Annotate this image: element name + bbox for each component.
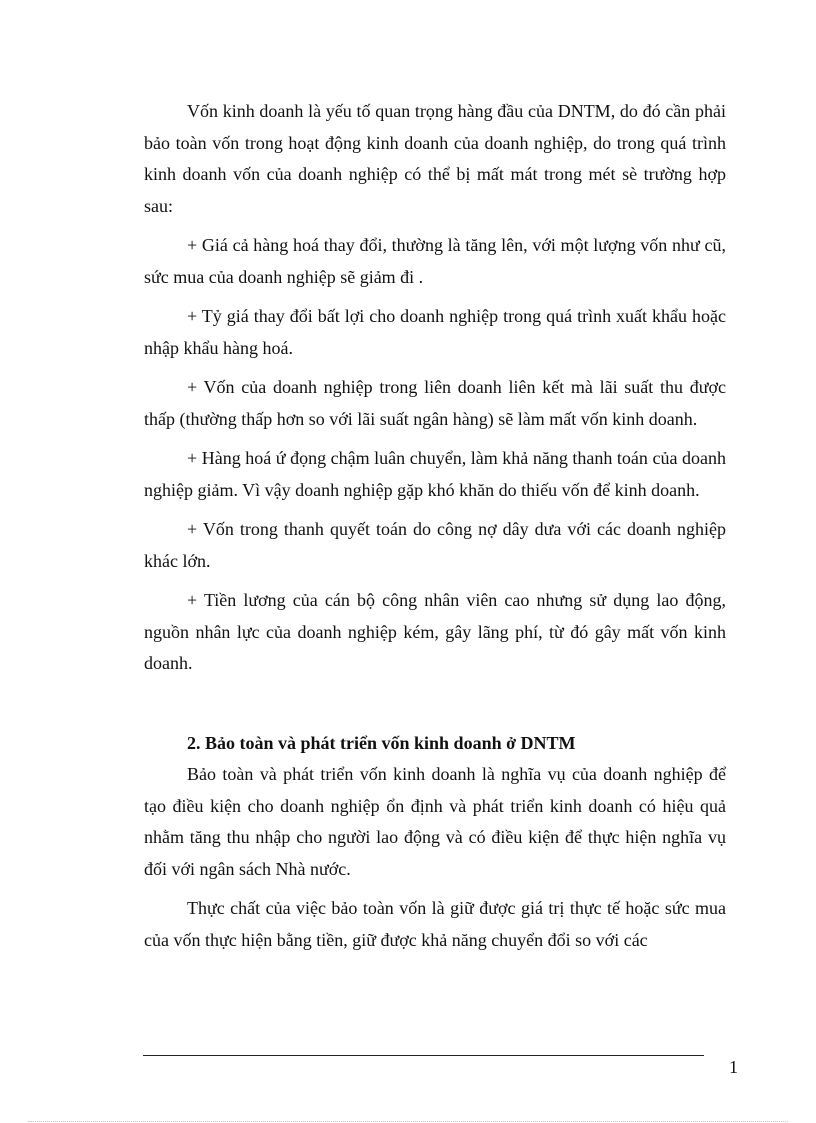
paragraph-item-debt-settlement: + Vốn trong thanh quyết toán do công nợ dây dưa với các doanh nghiệp khác lớn.	[144, 519, 726, 571]
page-number: 1	[729, 1057, 738, 1077]
section-heading: 2. Bảo toàn và phát triển vốn kinh doanh ở DNTM	[187, 732, 576, 753]
page-bottom-dotted-border	[28, 1121, 788, 1122]
paragraph-intro: Vốn kinh doanh là yếu tố quan trọng hàng đầu của DNTM, do đó cần phải bảo toàn vốn trong hoạt động kinh doanh của doanh nghiệp, do trong quá trình kinh doanh vốn của doanh nghiệp có thể bị mất mát trong mét sè trường hợp sau:	[144, 101, 726, 216]
paragraph-preservation-duty: Bảo toàn và phát triển vốn kinh doanh là nghĩa vụ của doanh nghiệp để tạo điều kiện cho doanh nghiệp ổn định và phát triển kinh doanh có hiệu quả nhằm tăng thu nhập cho người lao động và có điều kiện để thực hiện nghĩa vụ đối với ngân sách Nhà nước.	[144, 764, 726, 879]
paragraph-item-joint-venture: + Vốn của doanh nghiệp trong liên doanh liên kết mà lãi suất thu được thấp (thường thấp hơn so với lãi suất ngân hàng) sẽ làm mất vốn kinh doanh.	[144, 377, 726, 429]
document-body	[144, 96, 726, 964]
paragraph-item-stagnant-goods: + Hàng hoá ứ đọng chậm luân chuyển, làm khả năng thanh toán của doanh nghiệp giảm. Vì vậy doanh nghiệp gặp khó khăn do thiếu vốn để kinh doanh.	[144, 448, 726, 500]
paragraph-item-exchange-rate: + Tỷ giá thay đổi bất lợi cho doanh nghiệp trong quá trình xuất khẩu hoặc nhập khẩu hàng hoá.	[144, 306, 726, 358]
paragraph-item-price-change: + Giá cả hàng hoá thay đổi, thường là tăng lên, với một lượng vốn như cũ, sức mua của doanh nghiệp sẽ giảm đi .	[144, 235, 726, 287]
paragraph-item-wages: + Tiền lương của cán bộ công nhân viên cao nhưng sử dụng lao động, nguồn nhân lực của doanh nghiệp kém, gây lãng phí, từ đó gây mất vốn kinh doanh.	[144, 590, 726, 673]
footer-divider	[143, 1055, 704, 1056]
paragraph-preservation-essence: Thực chất của việc bảo toàn vốn là giữ được giá trị thực tế hoặc sức mua của vốn thực hiện bằng tiền, giữ được khả năng chuyển đổi so với các	[144, 898, 726, 950]
